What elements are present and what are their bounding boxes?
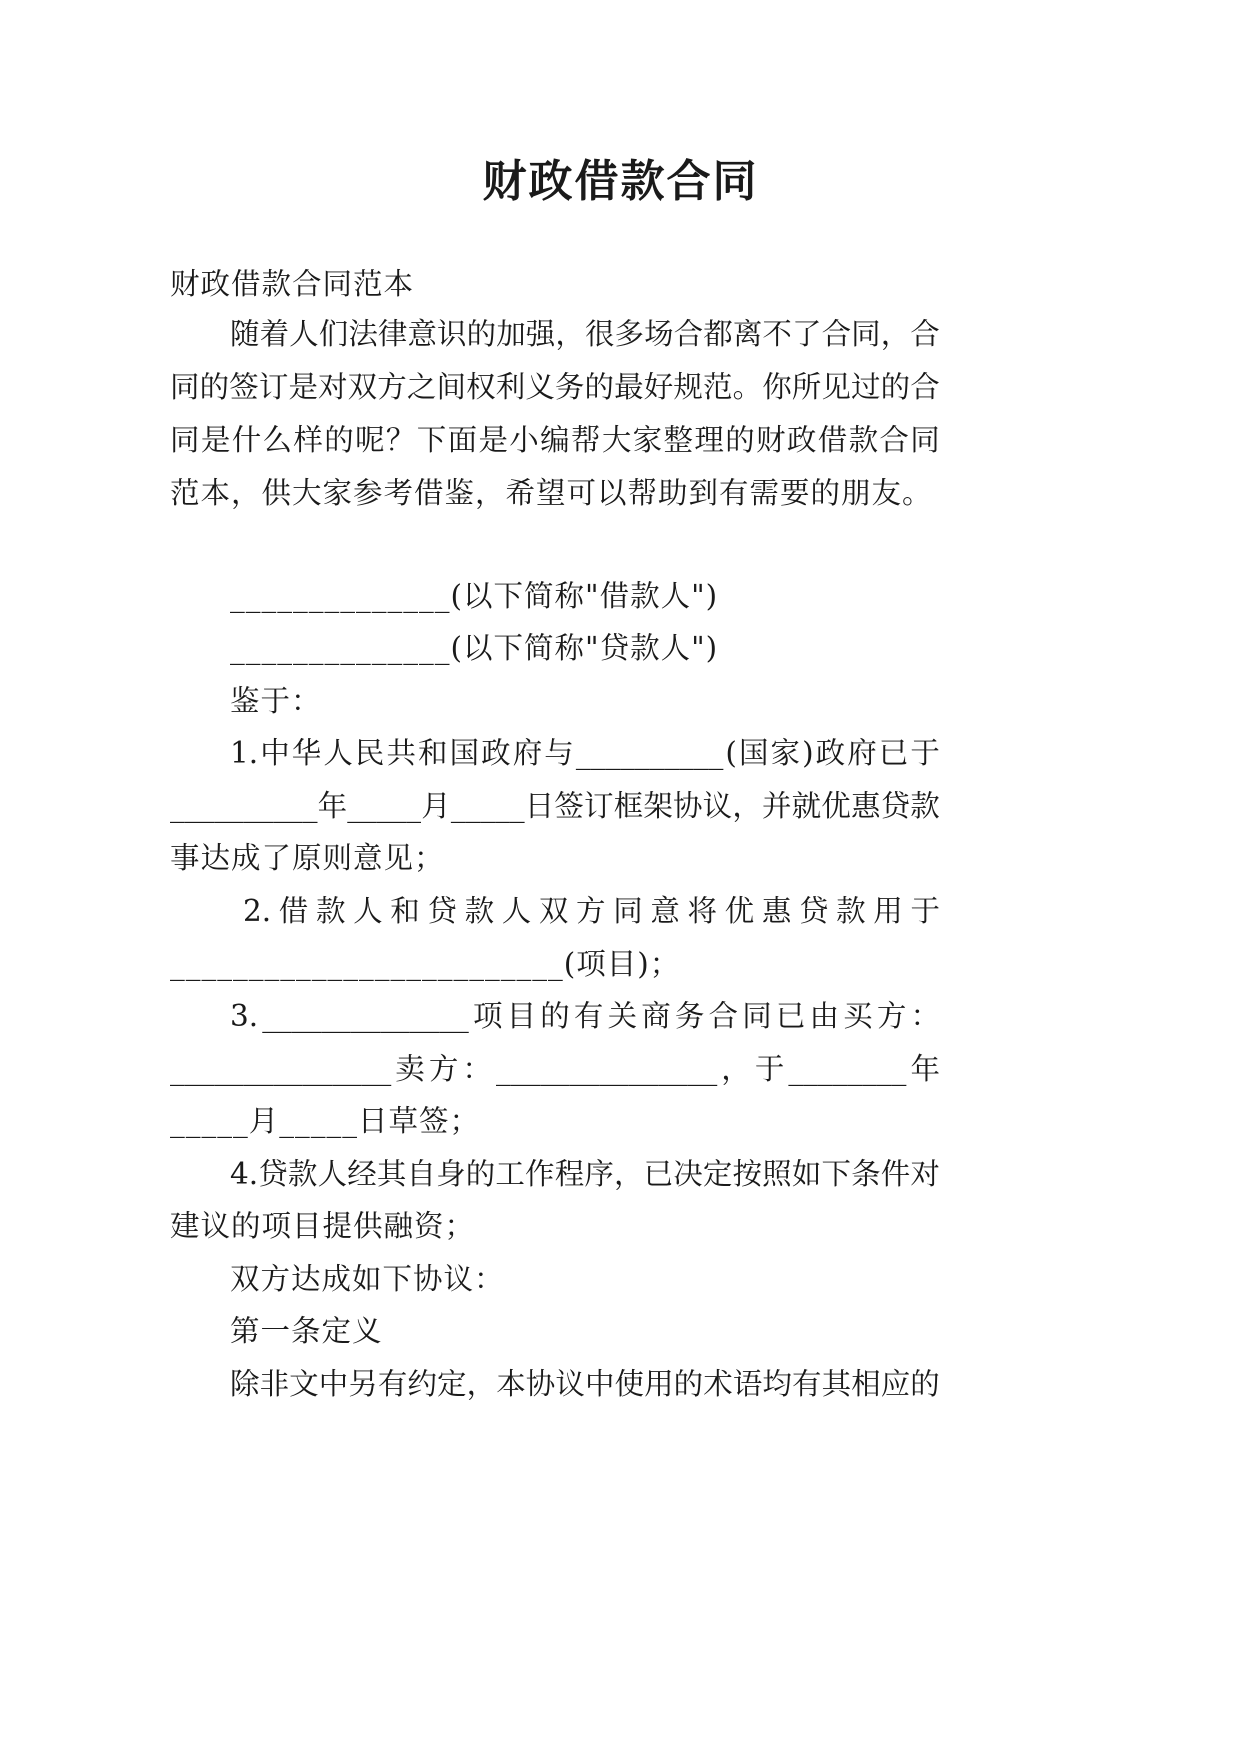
clause1-line: 事达成了原则意见；	[170, 841, 445, 875]
clause4-line: 建议的项目提供融资；	[170, 1209, 476, 1243]
lender-line: ______________(以下简称"贷款人")	[230, 631, 719, 665]
article1-text: 除 非 文 中 另 有 约 定 ， 本 协 议 中 使 用 的 术 语 均 有 其 相 应 的	[230, 1367, 940, 1401]
clause3-line: _____月_____日草签；	[170, 1104, 481, 1138]
intro-line: 随 着 人 们 法 律 意 识 的 加 强 ， 很 多 场 合 都 离 不 了 合 同 ， 合	[230, 317, 940, 351]
article1-title: 第一条定义	[230, 1314, 383, 1348]
clause2-line: _________________________(项目)；	[170, 947, 681, 981]
clause1-line: 1. 中 华 人 民 共 和 国 政 府 与 __________ ( 国 家 ) 政 府 已 于	[230, 736, 940, 770]
clause1-line: __________ 年 _____ 月 _____ 日 签 订 框 架 协 议 ， 并 就 优 惠 贷 款	[170, 789, 940, 823]
clause2-line: 2. 借 款 人 和 贷 款 人 双 方 同 意 将 优 惠 贷 款 用 于	[243, 894, 940, 928]
whereas-heading: 鉴于：	[230, 684, 322, 718]
clause3-line: 3. ______________ 项 目 的 有 关 商 务 合 同 已 由 买 方 ：	[230, 999, 940, 1033]
intro-line: 同 是 什 么 样 的 呢 ？ 下 面 是 小 编 帮 大 家 整 理 的 财 政 借 款 合 同	[170, 423, 940, 457]
borrower-line: ______________(以下简称"借款人")	[230, 579, 719, 613]
intro-line: 同 的 签 订 是 对 双 方 之 间 权 利 义 务 的 最 好 规 范 。 你 所 见 过 的 合	[170, 370, 940, 404]
document-title: 财政借款合同	[482, 156, 759, 207]
clause4-line: 4. 贷 款 人 经 其 自 身 的 工 作 程 序 ， 已 决 定 按 照 如 下 条 件 对	[230, 1157, 940, 1191]
subtitle: 财政借款合同范本	[170, 267, 415, 301]
agreement-line: 双方达成如下协议：	[230, 1262, 505, 1296]
clause3-line: _______________ 卖 方 ： _______________ ， 于 ________ 年	[170, 1052, 940, 1086]
intro-line: 范本，供大家参考借鉴，希望可以帮助到有需要的朋友。	[170, 476, 933, 510]
